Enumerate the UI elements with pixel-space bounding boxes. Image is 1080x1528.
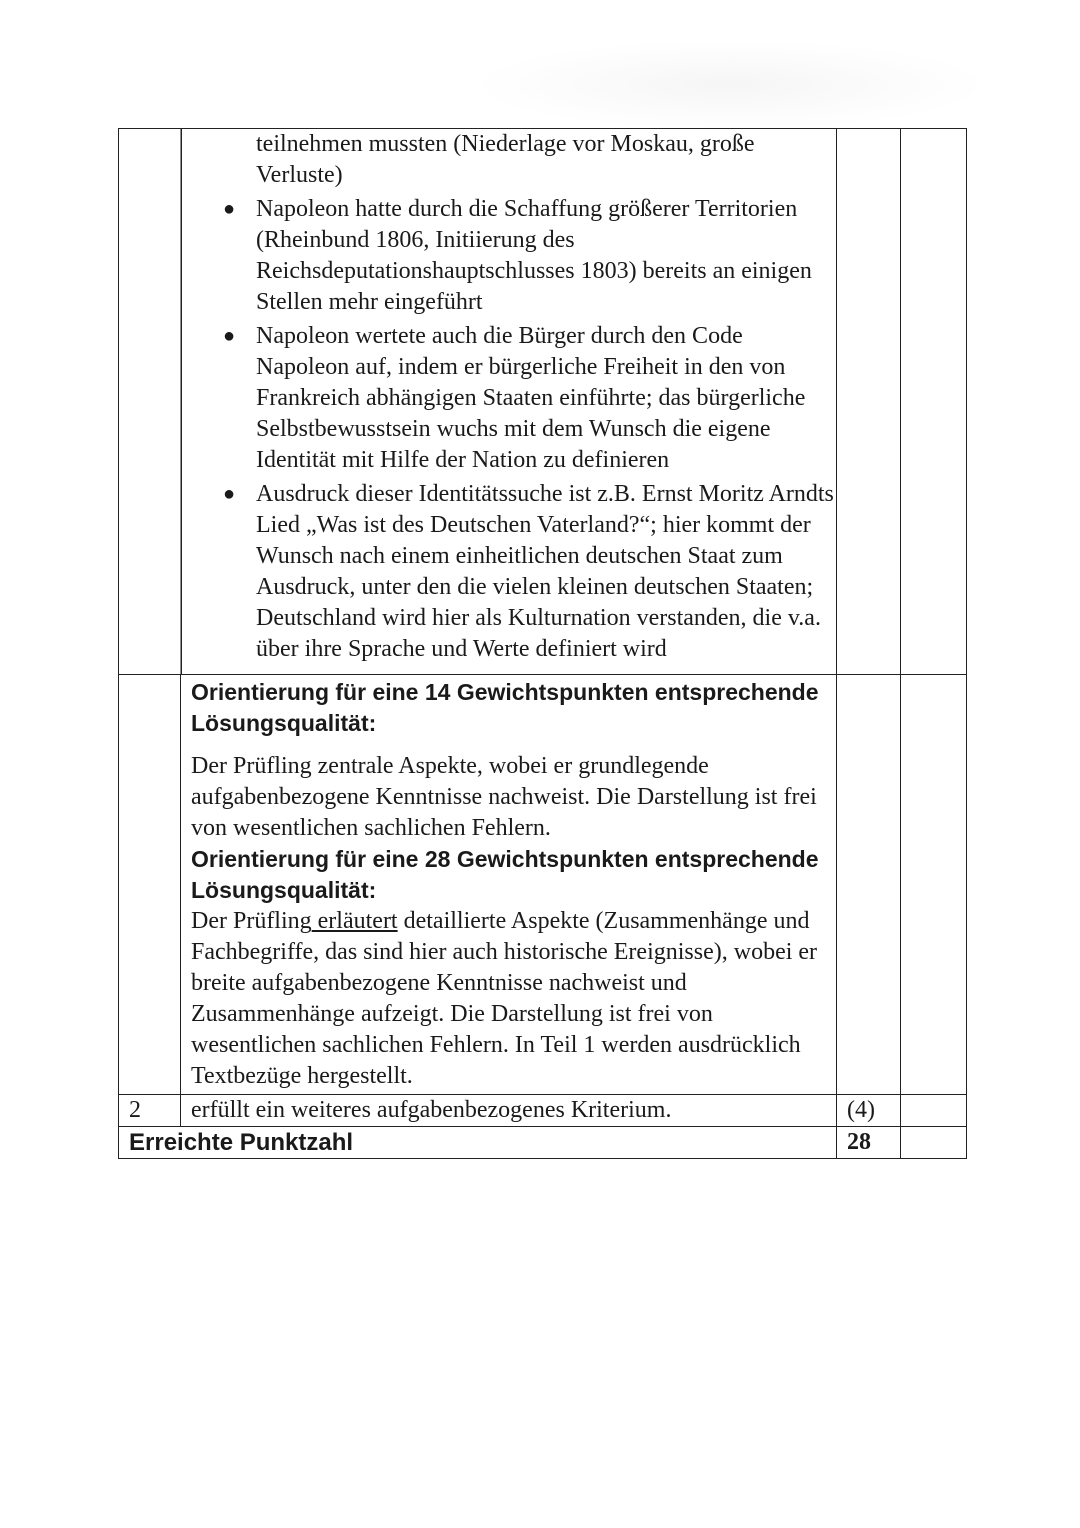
scan-smudge (470, 40, 990, 130)
table-row (119, 675, 967, 1095)
criterion-number: 2 (119, 1095, 181, 1127)
number-cell (119, 675, 181, 1095)
bullet-list (119, 194, 836, 665)
table-row (119, 1095, 967, 1127)
achieved-cell (901, 1127, 967, 1159)
grading-table (118, 128, 967, 1159)
bullet-icon: ● (223, 198, 236, 220)
continuation-text: teilnehmen mussten (Niederlage vor Moskau, große Verluste) (256, 131, 755, 188)
table-row (119, 129, 967, 675)
heading-28: Orientierung für eine 28 Gewichtspunkten entsprechende Lösungsqualität: (191, 846, 819, 903)
text-28: Der Prüfling erläutert detaillierte Aspekte (Zusammenhänge und Fachbegriffe, das sind hier auch historische Ereignisse), wobei er breite aufgabenbezogene Kenntnisse nachweist und Zusammenhänge aufzeigt. Die Darstellung ist frei von wesentlichen sachlichen Fehlern. In Teil 1 werden ausdrücklich Textbezüge hergestellt. (191, 908, 818, 1089)
achieved-cell (901, 129, 967, 675)
criteria-cell (119, 129, 837, 675)
achieved-cell (901, 1095, 967, 1127)
table-row (119, 1127, 967, 1159)
list-item: ● Ausdruck dieser Identitätssuche ist z.B. Ernst Moritz Arndts Lied „Was ist des Deutschen Vaterland?“; hier kommt der Wunsch nach einem einheitlichen deutschen Staat zum Ausdruck, unter den die vielen kleinen deutschen Staaten; Deutschland wird hier als Kulturnation verstanden, die v.a. über ihre Sprache und Werte definiert wird (223, 481, 834, 662)
heading-14: Orientierung für eine 14 Gewichtspunkten entsprechende Lösungsqualität: (191, 679, 819, 736)
list-item: ● Napoleon wertete auch die Bürger durch den Code Napoleon auf, indem er bürgerliche Freiheit in den von Frankreich abhängigen Staaten einführte; das bürgerliche Selbstbewusstsein wuchs mit dem Wunsch die eigene Identität mit Hilfe der Nation zu definieren (223, 323, 806, 473)
list-item: ● Napoleon hatte durch die Schaffung größerer Territorien (Rheinbund 1806, Initiierung des Reichsdeputationshauptschlusses 1803) bereits an einigen Stellen mehr eingeführt (223, 196, 812, 315)
text-14: Der Prüfling zentrale Aspekte, wobei er grundlegende aufgabenbezogene Kenntnisse nachweist. Die Darstellung ist frei von wesentlichen sachlichen Fehlern. (191, 753, 817, 841)
quality-cell (181, 675, 837, 1095)
bullet-icon: ● (223, 483, 236, 505)
points-cell (837, 675, 901, 1095)
points-cell (837, 129, 901, 675)
achieved-cell (901, 675, 967, 1095)
criterion-text: erfüllt ein weiteres aufgabenbezogenes Kriterium. (181, 1095, 837, 1127)
total-label: Erreichte Punktzahl (119, 1127, 837, 1159)
criterion-points: (4) (837, 1095, 901, 1127)
bullet-icon: ● (223, 325, 236, 347)
total-points: 28 (837, 1127, 901, 1159)
